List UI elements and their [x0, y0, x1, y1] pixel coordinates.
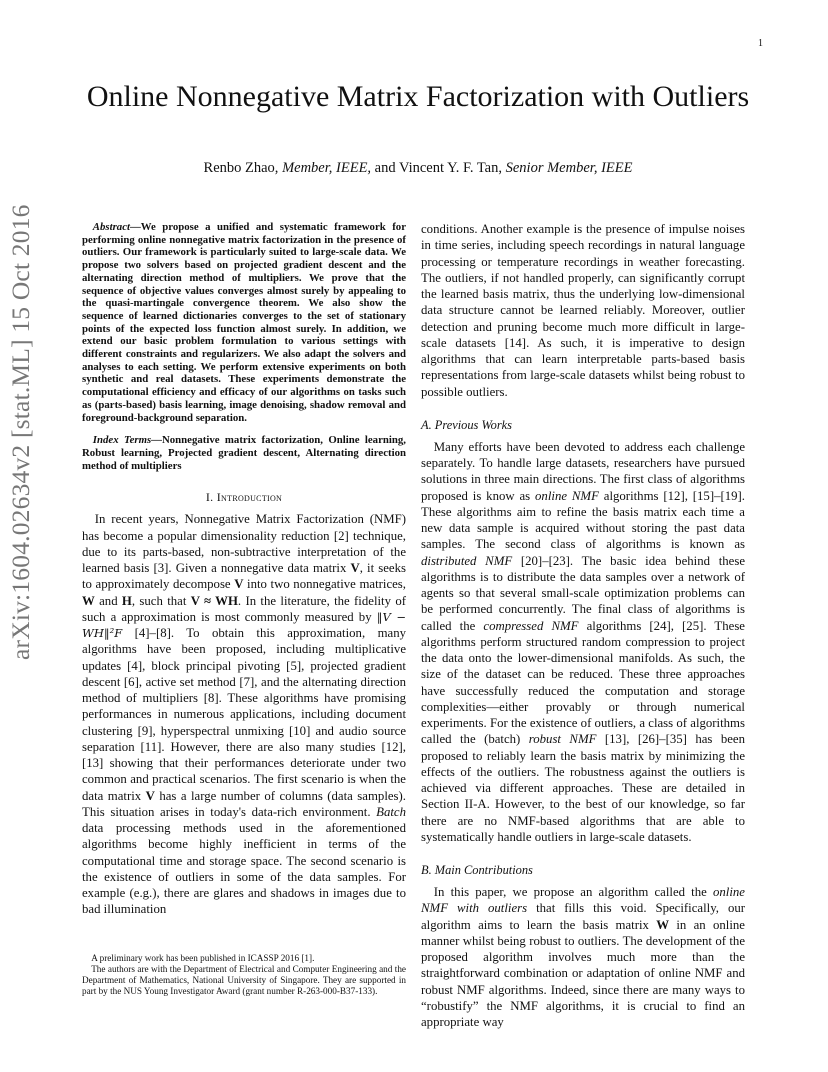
right-column: [421, 221, 745, 1030]
math-V: V: [350, 561, 360, 576]
author-2-role: Senior Member, IEEE: [505, 160, 633, 176]
page-number: 1: [758, 38, 763, 49]
index-terms: [82, 434, 406, 472]
continued-paragraph: conditions. Another example is the presence of impulse noises in time series, including speech recordings in natural language processing or temperature recordings in weather forecasting. The outliers, if not handled properly, can significantly corrupt the learned basis matrix, thus the underlying low-dimensional data structure cannot be learned reliably. Moreover, outlier detection and pruning become much more difficult in large-scale datasets [14]. As such, it is imperative to design algorithms that can learn interpretable parts-based basis representations from large-scale datasets whilst being robust to possible outliers.: [421, 222, 745, 399]
author-1: Renbo Zhao,: [203, 160, 279, 176]
math-norm: ‖V − WH‖²F: [82, 609, 406, 641]
footnotes: [82, 953, 406, 997]
left-column: [82, 221, 406, 918]
main-contributions-paragraph: In this paper, we propose an algorithm called the online NMF with outliers that fills this void. Specifically, our algorithm aims to learn the basis matrix W in an online manner whilst being robust to outliers. The development of the proposed algorithm involves much more than the straightforward combination or adaptation of online NMF and robust NMF algorithms. Indeed, since there are many ways to “robustify” the NMF algorithms, it is crucial to find an appropriate way: [421, 885, 746, 1029]
index-terms-label: Index Terms: [92, 434, 152, 447]
introduction-paragraph: In recent years, Nonnegative Matrix Factorization (NMF) has become a popular dimensionality reduction [2] technique, due to its parts-based, non-subtractive interpretation of the learned basis [3]. Given a nonnegative data matrix V, it seeks to approximately decompose V into two nonnegative matrices, W and H, such that V ≈ WH. In the literature, the fidelity of such a approximation is most commonly measured by ‖V − WH‖²F [4]–[8]. To obtain this approximation, many algorithms have been proposed, including multiplicative updates [4], block principal pivoting [5], projected gradient descent [6], active set method [7], and the alternating direction method of multipliers [8]. These algorithms have promising performances in numerous applications, including document clustering [9], hyperspectral unmixing [10] and audio source separation [11]. However, there are also many studies [12], [13] showing that their performances deteriorate under two common and practical scenarios. The first scenario is when the data matrix V has a large number of columns (data samples). This situation arises in today's data-rich environment. Batch data processing methods used in the aforementioned algorithms become highly inefficient in terms of the computational time and storage space. The second scenario is the existence of outliers in some of the data samples. For example (e.g.), there are glares and shadows in images due to bad illumination: [82, 512, 406, 917]
author-2: and Vincent Y. F. Tan,: [374, 160, 502, 176]
abstract-text: —We propose a unified and systematic framework for performing online nonnegative matrix factorization in the presence of outliers. Our framework is particularly suited to large-scale data. We propose two solvers based on projected gradient descent and the alternating direction method of multipliers. We prove that the sequence of objective values converges almost surely by appealing to the quasi-martingale convergence theorem. We also show the sequence of learned dictionaries converges to the set of stationary points of the expected loss function almost surely. In addition, we extend our basic problem formulation to various settings with different constraints and regularizers. We also adapt the solvers and analyses to each setting. We perform extensive experiments on both synthetic and real datasets. These experiments demonstrate the computational efficiency and efficacy of our algorithms on tasks such as (parts-based) basis learning, image denoising, shadow removal and foreground-background separation.: [82, 221, 406, 424]
index-terms-text: —Nonnegative matrix factorization, Online learning, Robust learning, Projected gradient descent, Alternating direction method of multipliers: [82, 434, 406, 472]
arxiv-stamp: arXiv:1604.02634v2 [stat.ML] 15 Oct 2016: [6, 204, 35, 660]
previous-works-paragraph: Many efforts have been devoted to address each challenge separately. To handle large datasets, researchers have pursued solutions in three main directions. The first class of algorithms proposed is know as online NMF algorithms [12], [15]–[19]. These algorithms aim to refine the basis matrix each time a new data sample is acquired without storing the past data samples. The second class of algorithms is known as distributed NMF [20]–[23]. The basic idea behind these algorithms is to distribute the data samples over a network of agents so that several small-scale optimization problems can be performed concurrently. The final class of algorithms is called the compressed NMF algorithms [24], [25]. These algorithms perform structured random compression to project the data onto the lower-dimensional manifolds. As such, the size of the dataset can be reduced. These three approaches have successfully reduced the computation and storage complexities—either provably or through numerical experiments. For the existence of outliers, a class of algorithms called the (batch) robust NMF [13], [26]–[35] has been proposed to reliably learn the basis matrix by minimizing the effects of the outliers. The robustness against the outliers is achieved via different approaches. These are detailed in Section II-A. However, to the best of our knowledge, so far there are no NMF-based algorithms that are able to systematically handle outliers in large-scale datasets.: [421, 439, 746, 844]
math-H: H: [121, 593, 132, 608]
math-W: W: [82, 593, 95, 608]
footnote-1: A preliminary work has been published in ICASSP 2016 [1].: [91, 953, 315, 963]
abstract-label: Abstract: [92, 221, 130, 233]
author-line: [60, 160, 776, 177]
math-approx: V ≈ WH: [190, 593, 238, 608]
author-1-role: Member, IEEE,: [282, 160, 372, 176]
section-heading-introduction: I. Introduction: [205, 490, 283, 505]
subsection-heading-main-contributions: B. Main Contributions: [421, 863, 533, 877]
subsection-heading-previous-works: A. Previous Works: [421, 417, 512, 432]
paper-title: Online Nonnegative Matrix Factorization with Outliers: [86, 80, 750, 113]
abstract: [82, 221, 406, 424]
footnote-2: The authors are with the Department of Electrical and Computer Engineering and the Department of Mathematics, National University of Singapore. They are supported in part by the NUS Young Investigator Award (grant number R-263-000-B37-133).: [82, 964, 406, 996]
